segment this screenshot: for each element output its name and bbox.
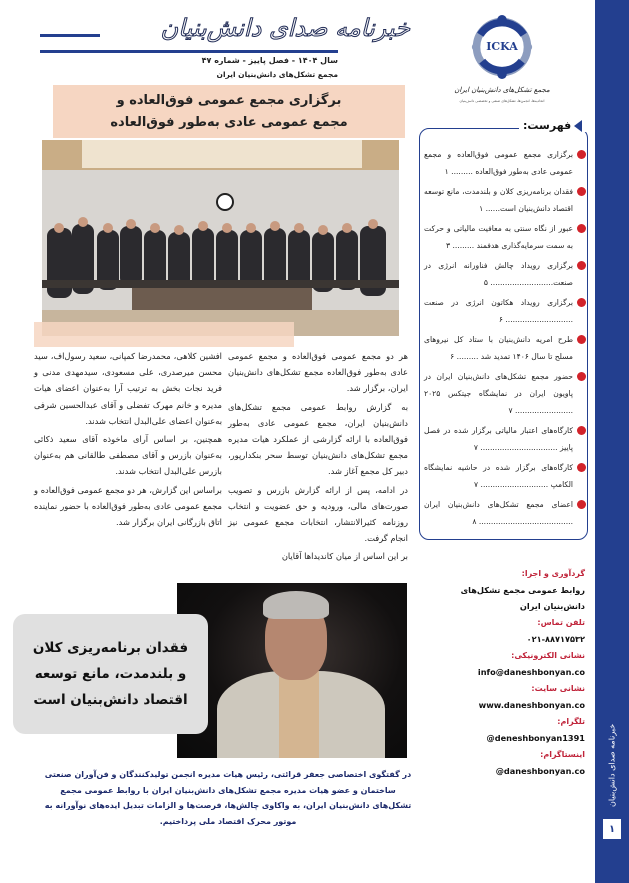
toc-list xyxy=(424,146,586,533)
masthead xyxy=(40,4,410,82)
quote-line-1: فقدان برنامه‌ریزی کلان xyxy=(32,640,189,656)
group-photo xyxy=(42,140,399,336)
toc-item[interactable] xyxy=(424,294,586,328)
logo-small-text: اتحادیه‌ها، انجمن‌ها، تشکل‌های صنفی و تخصصی دانش‌بنیان xyxy=(459,99,545,103)
toc-item-text: برگزاری رویداد چالش فناورانه انرژی در صنعت.......................... ۵ xyxy=(424,261,573,287)
bullet-icon xyxy=(577,261,586,270)
lead-headline xyxy=(53,85,405,138)
toc-item[interactable] xyxy=(424,331,586,365)
toc-item-text: برگزاری رویداد هکاتون انرژی در صنعت ............................ ۶ xyxy=(424,298,573,324)
masthead-rule-top xyxy=(40,34,100,37)
interviewee-portrait xyxy=(177,583,407,758)
bullet-icon xyxy=(577,372,586,381)
toc-header xyxy=(519,119,586,132)
paragraph: به گزارش روابط عمومی مجمع تشکل‌های دانش‌بنیان ایران، مجمع عمومی عادی به‌طور فوق‌العاده با ارائه گزارشی از عملکرد هیات مدیره مجمع تشکل‌های دانش‌بنیان توسط سحر بنکدارپور، دبیر کل مجمع آغاز شد. xyxy=(228,401,408,477)
page-number: ۱ xyxy=(603,819,621,839)
bullet-icon xyxy=(577,187,586,196)
toc-item[interactable] xyxy=(424,368,586,419)
instagram-link[interactable]: @daneshbonyan.co xyxy=(495,766,585,776)
paragraph: هر دو مجمع عمومی فوق‌العاده و مجمع عمومی عادی به‌طور فوق‌العاده مجمع تشکل‌های دانش‌بنیان ایران، برگزار شد. xyxy=(228,351,408,394)
toc-item[interactable] xyxy=(424,422,586,456)
masthead-subtitle: مجمع تشکل‌های دانش‌بنیان ایران xyxy=(216,70,338,79)
quote-line-3: اقتصاد دانش‌بنیان است xyxy=(33,692,188,708)
headline-line-1: برگزاری مجمع عمومی فوق‌العاده و xyxy=(116,92,342,108)
toc-item[interactable] xyxy=(424,183,586,217)
clock-icon xyxy=(217,194,233,210)
photo-band xyxy=(34,322,294,347)
contact-info xyxy=(425,565,585,779)
bullet-icon xyxy=(577,150,586,159)
compiled-value-2: دانش‌بنیان ایران xyxy=(519,601,585,611)
bullet-icon xyxy=(577,224,586,233)
lead-article-col-left xyxy=(34,348,222,532)
paragraph: در ادامه، پس از ارائه گزارش بازرس و تصویب صورت‌های مالی، ورودیه و حق عضویت و انتخاب روزنامه کثیرالانتشار، انتخابات مجمع عمومی نیز انجام گرفت. xyxy=(228,484,408,544)
toc-item-text: طرح امریه دانش‌بنیان با ستاد کل نیروهای مسلح تا سال ۱۴۰۶ تمدید شد ......... ۶ xyxy=(424,335,573,361)
site-label: نشانی سایت: xyxy=(531,684,585,693)
toc-item[interactable] xyxy=(424,220,586,254)
logo-caption: مجمع تشکل‌های دانش‌بنیان ایران xyxy=(454,86,550,94)
portrait-hair xyxy=(263,591,329,619)
masthead-rule-bottom xyxy=(40,50,338,53)
toc-item-text: فقدان برنامه‌ریزی کلان و بلندمدت، مانع توسعه اقتصاد دانش‌بنیان است...... ۱ xyxy=(424,187,573,213)
toc-item-text: اعضای مجمع تشکل‌های دانش‌بنیان ایران ....................................... ۸ xyxy=(424,500,573,526)
bullet-icon xyxy=(577,426,586,435)
interview-pull-quote xyxy=(13,614,208,734)
toc-item-text: کارگاه‌های اعتبار مالیاتی برگزار شده در فصل پاییز ................................ ۷ xyxy=(424,426,573,452)
interview-lead: در گفتگوی اختصاصی جعفر قرائتی، رئیس هیات مدیره انجمن تولیدکنندگان و فن‌آوران صنعتی ساختمان و عضو هیات مدیره مجمع تشکل‌های دانش‌بنیان ایران با روابط عمومی مجمع تشکل‌های دانش‌بنیان ایران، به واکاوی چالش‌ها، فرصت‌ها و الزامات تبدیل ایده‌های نوآورانه به موتور محرک اقتصاد ملی پرداختیم. xyxy=(44,770,412,826)
paragraph: براساس این گزارش، هر دو مجمع عمومی فوق‌العاده و مجمع عمومی عادی به‌طور فوق‌العاده با حضور نماینده اتاق بازرگانی ایران برگزار شد. xyxy=(34,484,222,528)
compiled-value-1: روابط عمومی مجمع تشکل‌های xyxy=(460,585,585,595)
phone-label: تلفن تماس: xyxy=(537,618,585,627)
toc-item[interactable] xyxy=(424,257,586,291)
telegram-link[interactable]: @deneshbonyan1391 xyxy=(486,733,585,743)
website-link[interactable]: www.daneshbonyan.co xyxy=(478,700,585,710)
toc-item[interactable] xyxy=(424,459,586,493)
sidebar-vertical-title: خبرنامه صدای دانش‌بنیان xyxy=(607,723,617,807)
toc-title: فهرست: xyxy=(523,119,572,132)
instagram-label: اینستاگرام: xyxy=(540,750,585,759)
toc-item[interactable] xyxy=(424,146,586,180)
icka-logo xyxy=(452,14,552,114)
headline-line-2: مجمع عمومی عادی به‌طور فوق‌العاده xyxy=(110,114,348,130)
toc-item[interactable] xyxy=(424,496,586,530)
arrow-icon xyxy=(574,120,582,132)
paragraph: بر این اساس از میان کاندیداها آقایان xyxy=(281,551,408,562)
bullet-icon xyxy=(577,298,586,307)
toc-item-text: کارگاه‌های برگزار شده در حاشیه نمایشگاه الکامپ ............................ ۷ xyxy=(424,463,573,489)
newsletter-title: خبرنامه صدای دانش‌بنیان xyxy=(160,14,410,42)
group-photo-illustration xyxy=(42,140,399,336)
logo-acronym: ICKA xyxy=(486,40,518,53)
paragraph: همچنین، بر اساس آرای ماخوذه آقای سعید ذکائی به‌عنوان بازرس و آقای مصطفی طالقانی هم به‌عنوان بازرس علی‌البدل انتخاب شدند. xyxy=(34,434,222,477)
bullet-icon xyxy=(577,500,586,509)
compiled-label: گردآوری و اجرا: xyxy=(521,569,585,578)
toc-item-text: برگزاری مجمع عمومی فوق‌العاده و مجمع عمومی عادی به‌طور فوق‌العاده ......... ۱ xyxy=(424,150,573,176)
bullet-icon xyxy=(577,335,586,344)
quote-line-2: و بلندمدت، مانع توسعه xyxy=(34,666,187,682)
logo-mark xyxy=(469,14,535,80)
issue-info: سال ۱۴۰۴ - فصل پاییز - شماره ۴۷ xyxy=(201,56,338,65)
paragraph: افشین کلاهی، محمدرضا کمپانی، سعید رسول‌اف، سید محسن میرصدری، علی مسعودی، سیدمهدی مدنی و فرید نجات بخش به ترتیب آرا به‌عنوان اعضای هیات مدیره و خانم مهرک تفضلی و آقای عبدالحسین شرفی به‌عنوان اعضای علی‌البدل انتخاب شدند. xyxy=(34,351,222,426)
email-label: نشانی الکترونیکی: xyxy=(511,651,585,660)
toc-item-text: عبور از نگاه سنتی به معافیت مالیاتی و حرکت به سمت سرمایه‌گذاری هدفمند ......... ۳ xyxy=(424,224,573,250)
phone-value[interactable]: ۰۲۱-۸۸۷۱۷۵۳۲ xyxy=(526,634,585,644)
lead-article-col-right xyxy=(228,348,408,567)
email-link[interactable]: info@daneshbonyan.co xyxy=(477,667,585,677)
toc-item-text: حضور مجمع تشکل‌های دانش‌بنیان ایران در پاویون ایران در نمایشگاه جیتکس ۲۰۲۵ ........................ ۷ xyxy=(424,372,573,415)
telegram-label: تلگرام: xyxy=(557,717,585,726)
bullet-icon xyxy=(577,463,586,472)
portrait-shirt xyxy=(279,671,319,758)
